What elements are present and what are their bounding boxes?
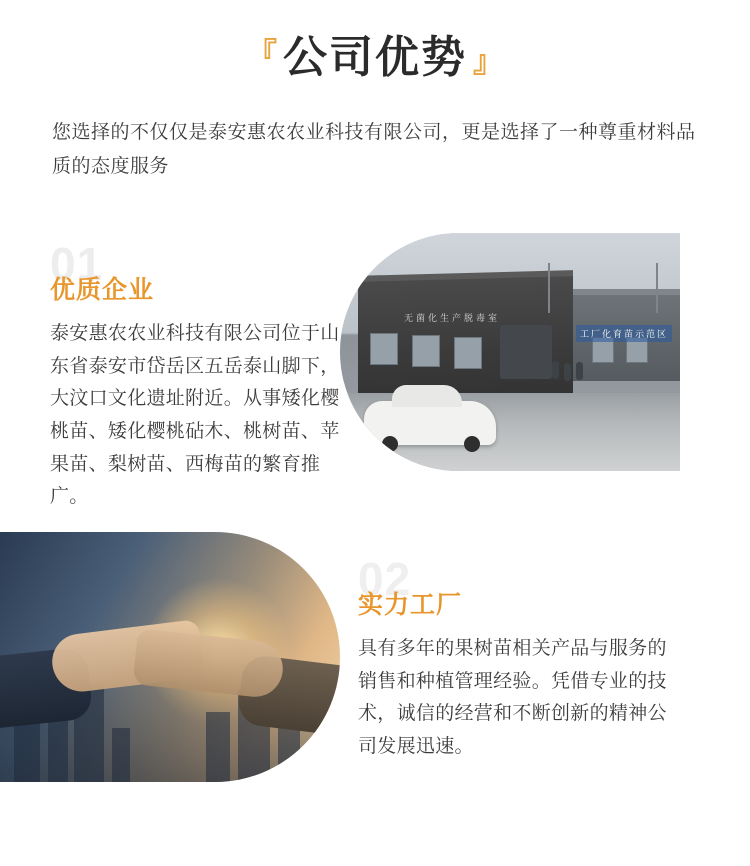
section-1-number: 01 [50, 237, 104, 290]
photo-1-person [564, 363, 571, 381]
title-row [0, 34, 750, 82]
photo-1-car-wheel [464, 436, 480, 452]
bracket-left-icon: 『 [247, 37, 277, 72]
section-strong-factory [0, 532, 750, 782]
photo-2-building [112, 728, 130, 782]
photo-2-building [48, 720, 68, 782]
section-1-subtitle: 优质企业 [50, 275, 155, 304]
intro-paragraph: 您选择的不仅仅是泰安惠农农业科技有限公司，更是选择了一种尊重材料品质的态度服务 [52, 122, 696, 177]
photo-1-window [370, 333, 398, 365]
photo-1-person [552, 361, 559, 379]
section-2-body: 具有多年的果树苗相关产品与服务的销售和种植管理经验。凭借专业的技术，诚信的经营和不断创新的精神公司发展迅速。 [358, 638, 667, 758]
photo-1-sign-left: 无菌化生产脱毒室 [404, 313, 501, 324]
photo-1-car-wheel [382, 436, 398, 452]
section-2-subtitle: 实力工厂 [358, 591, 463, 620]
photo-1-pole [548, 263, 550, 313]
photo-1-window [412, 335, 440, 367]
page-header [0, 0, 750, 183]
bracket-right-icon: 』 [473, 45, 503, 81]
factory-building-photo [340, 233, 680, 471]
photo-1-person [576, 362, 583, 380]
handshake-cityscape-photo [0, 532, 340, 782]
page-title: 公司优势 [283, 33, 467, 82]
section-quality-enterprise [0, 223, 750, 514]
photo-2-building [206, 712, 230, 782]
photo-1-sign-right: 工厂化育苗示范区 [576, 325, 672, 342]
photo-2-building [278, 722, 300, 782]
photo-1-truck [500, 325, 552, 379]
photo-1-pole [656, 263, 658, 313]
photo-1-window [454, 337, 482, 369]
section-1-text-column [0, 223, 340, 514]
photo-1-car [364, 401, 496, 445]
section-1-body: 泰安惠农农业科技有限公司位于山东省泰安市岱岳区五岳泰山脚下，大汶口文化遗址附近。从事矮化樱桃苗、矮化樱桃砧木、桃树苗、苹果苗、梨树苗、西梅苗的繁育推广。 [50, 322, 340, 508]
section-2-text-column [340, 532, 680, 764]
section-2-number: 02 [358, 553, 412, 606]
